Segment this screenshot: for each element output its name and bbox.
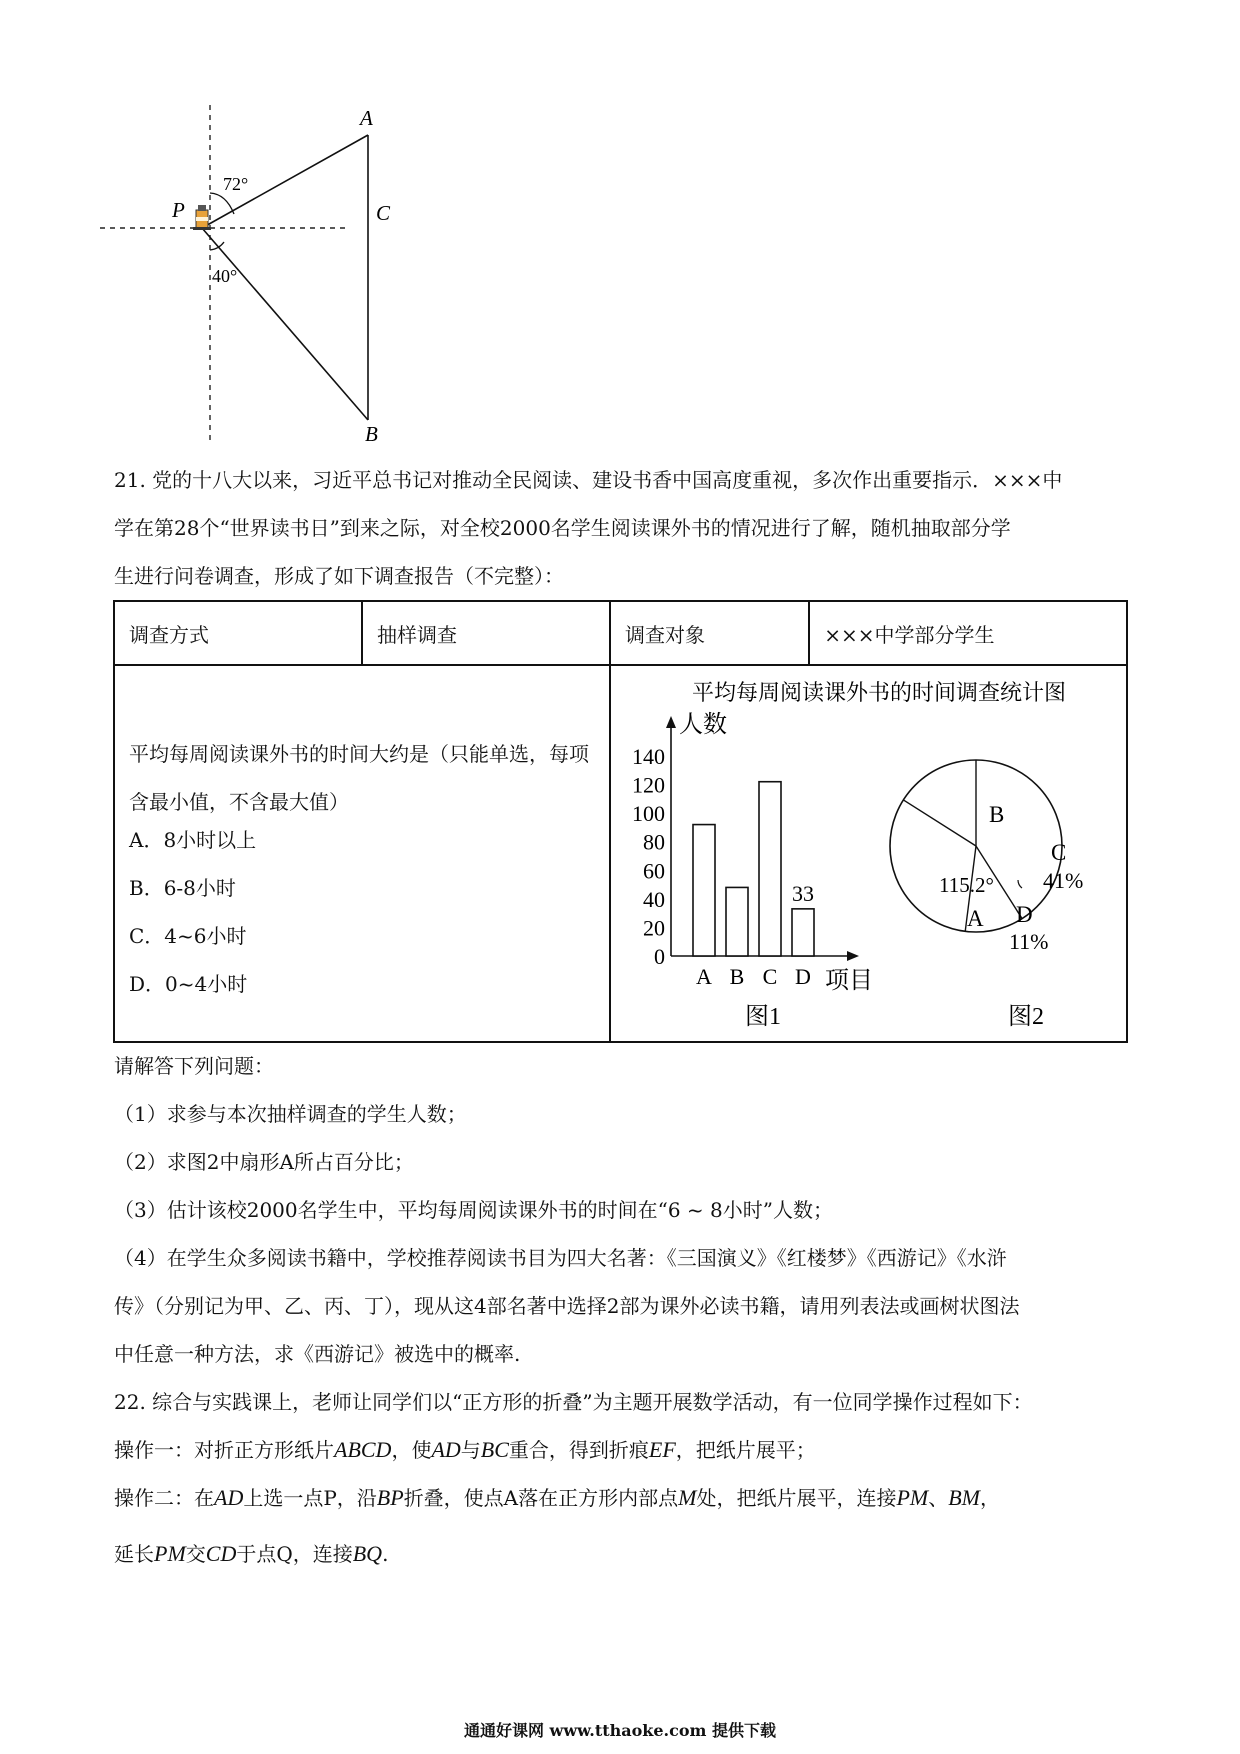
pie-pct-c: 41% [1043,868,1084,893]
q21-line-3: 生进行问卷调查，形成了如下调查报告（不完整）： [114,564,564,588]
x-category-A: A [696,964,712,989]
label-a: A [360,106,373,130]
option-c: C．4~6小时 [129,923,247,948]
op1-math-ad: AD [431,1437,461,1462]
x-category-B: B [729,964,745,989]
op2-text-b: 上选一点P，沿 [243,1486,377,1510]
bar-data-label-D: 33 [792,880,814,906]
op1-text-d: 重合，得到折痕 [508,1438,649,1462]
op3-text-a: 延长 [114,1542,154,1566]
op3-math-pm: PM [154,1541,186,1566]
pie-label-b: B [989,802,1005,827]
sub-question-4-line-3: 中任意一种方法，求《西游记》被选中的概率. [114,1342,521,1366]
pie-angle-a: 115.2° [939,873,994,897]
option-a: A．8小时以上 [129,827,257,852]
q22-line-1: 22. 综合与实践课上，老师让同学们以“正方形的折叠”为主题开展数学活动，有一位同学操作过程如下： [114,1390,1033,1414]
op2-text-a: 操作二：在 [114,1486,214,1510]
segment-pb [202,228,368,420]
op1-text-e: ，把纸片展平； [675,1438,816,1462]
option-b: B．6-8小时 [129,875,236,900]
survey-table [113,600,1128,1043]
y-tick-labels [632,744,665,969]
q21-line-1: 21. 党的十八大以来，习近平总书记对推动全民阅读、建设书香中国高度重视，多次作出重要指示．×××中 [114,468,1063,492]
sub-question-2: （2）求图2中扇形A所占百分比； [114,1150,414,1174]
y-tick-80: 80 [643,829,665,855]
pie-label-d: D [1016,902,1033,927]
label-angle-bottom: 40° [212,266,238,286]
y-tick-20: 20 [643,915,665,941]
op1-text-b: ，使 [391,1438,432,1462]
x-category-C: C [762,964,778,989]
x-axis-label: 项目 [825,968,873,994]
x-category-labels [696,964,811,989]
q22-operation-3 [114,1540,388,1568]
y-tick-140: 140 [632,744,665,769]
bar-D [792,909,814,956]
bar-caption: 图1 [745,1004,781,1030]
op2-math-bm: BM [948,1485,980,1510]
cell-question [114,665,610,1042]
op3-math-bq: BQ [352,1541,383,1566]
y-axis-arrow [666,716,676,728]
angle-arc-top [210,193,234,214]
pie-label-c: C [1051,840,1067,865]
op3-text-b: 交 [185,1542,206,1566]
bar-B [726,887,748,956]
sub-question-4-line-2: 传》（分别记为甲、乙、丙、丁），现从这4部名著中选择2部为课外必读书籍，请用列表法或画树状图法 [114,1294,1020,1318]
op2-text-f: ， [980,1486,1000,1510]
bar-A [693,825,715,956]
op1-math-abcd: ABCD [334,1437,392,1462]
y-tick-0: 0 [654,944,665,969]
op2-math-ad: AD [214,1485,244,1510]
op1-text-c: 与 [460,1438,481,1462]
cell-method-label: 调查方式 [114,601,362,665]
charts-figure [611,666,1126,1036]
y-tick-40: 40 [643,886,665,912]
cell-method-value: 抽样调查 [362,601,610,665]
y-axis-label: 人数 [679,712,727,738]
geometry-figure [100,100,420,445]
cell-subject-value: ×××中学部分学生 [809,601,1127,665]
page-footer: 通通好课网 www.tthaoke.com 提供下载 [463,1721,777,1740]
op3-text-c: 于点Q，连接 [236,1542,353,1566]
x-axis-arrow [847,951,859,961]
option-d: D．0~4小时 [129,971,248,996]
sub-question-1: （1）求参与本次抽样调查的学生人数； [114,1102,467,1126]
label-c: C [376,201,391,225]
op2-math-m: M [678,1485,697,1510]
label-p: P [172,198,185,222]
pie-pct-d: 11% [1009,929,1049,954]
y-tick-120: 120 [632,772,665,798]
op1-text-a: 操作一：对折正方形纸片 [114,1438,334,1462]
op2-text-d: 处，把纸片展平，连接 [696,1486,897,1510]
op1-math-ef: EF [648,1437,676,1462]
bar-C [759,782,781,956]
y-tick-100: 100 [632,801,665,827]
survey-question: 平均每周阅读课外书的时间大约是（只能单选，每项含最小值，不含最大值） [129,741,589,814]
op2-math-bp: BP [376,1485,404,1510]
op3-text-d: . [382,1542,389,1566]
cell-charts [610,665,1127,1042]
cell-subject-label: 调查对象 [610,601,809,665]
pie-label-a: A [967,906,984,931]
op2-text-e: 、 [928,1486,949,1510]
op2-math-pm: PM [896,1485,929,1510]
lighthouse-icon [193,205,211,230]
chart-title: 平均每周阅读课外书的时间调查统计图 [691,680,1067,705]
bars [693,782,814,956]
q22-operation-2 [114,1484,1000,1512]
op2-text-c: 折叠，使点A落在正方形内部点 [403,1486,679,1510]
label-b: B [365,422,378,445]
y-tick-60: 60 [643,858,665,884]
label-angle-top: 72° [223,174,249,194]
q21-line-2: 学在第28个“世界读书日”到来之际，对全校2000名学生阅读课外书的情况进行了解，随机抽取部分学 [114,516,1011,540]
q22-operation-1 [114,1436,816,1464]
op1-math-bc: BC [480,1437,509,1462]
op3-math-cd: CD [205,1541,237,1566]
sub-question-3: （3）估计该校2000名学生中，平均每周阅读课外书的时间在“6 ~ 8小时”人数； [114,1198,833,1222]
subs-intro: 请解答下列问题： [114,1054,274,1078]
x-category-D: D [795,964,811,989]
sub-question-4-line-1: （4）在学生众多阅读书籍中，学校推荐阅读书目为四大名著：《三国演义》《红楼梦》《西游记》《水浒 [114,1246,1007,1270]
pie-caption: 图2 [1008,1004,1044,1030]
